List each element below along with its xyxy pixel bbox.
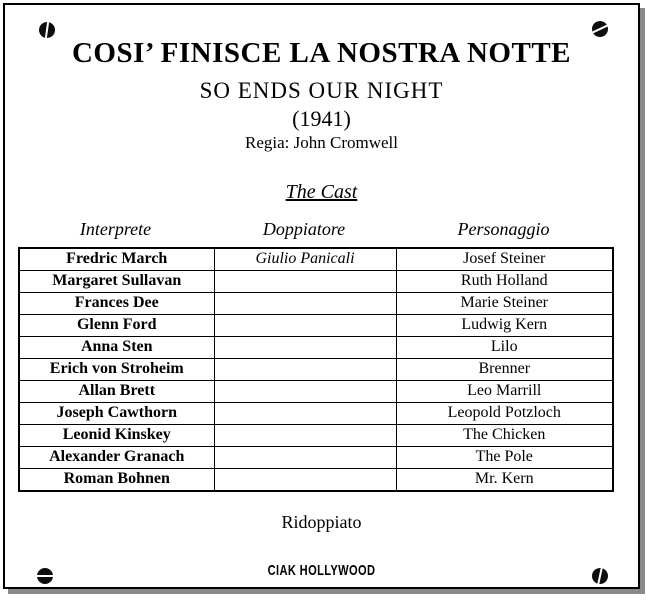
cell-interprete: Joseph Cawthorn — [19, 402, 214, 424]
cell-personaggio: Leopold Potzloch — [396, 402, 613, 424]
screw-slit-icon — [45, 21, 49, 39]
screw-slit-icon — [597, 567, 603, 585]
cell-doppiatore — [214, 468, 396, 491]
cell-personaggio: Lilo — [396, 336, 613, 358]
cell-doppiatore — [214, 314, 396, 336]
director-credit: Regia: John Cromwell — [245, 133, 398, 153]
cell-doppiatore — [214, 292, 396, 314]
cast-section-heading: The Cast — [285, 180, 358, 203]
screw-slit-icon — [591, 24, 608, 33]
cell-personaggio: Josef Steiner — [396, 248, 613, 271]
cell-personaggio: Marie Steiner — [396, 292, 613, 314]
cell-interprete: Fredric March — [19, 248, 214, 271]
cell-personaggio: Mr. Kern — [396, 468, 613, 491]
cell-interprete: Anna Sten — [19, 336, 214, 358]
screw-icon-bottom-right — [591, 567, 610, 586]
ciak-hollywood-logo: CIAK HOLLYWOOD — [267, 562, 376, 580]
cell-doppiatore: Giulio Panicali — [214, 248, 396, 271]
dubbing-card — [3, 3, 640, 589]
cell-interprete: Alexander Granach — [19, 446, 214, 468]
cell-interprete: Leonid Kinskey — [19, 424, 214, 446]
table-row — [19, 292, 613, 314]
cell-personaggio: Ludwig Kern — [396, 314, 613, 336]
screw-icon-top-left — [38, 21, 56, 39]
table-row — [19, 336, 613, 358]
cell-doppiatore — [214, 380, 396, 402]
column-header-interprete: Interprete — [79, 218, 152, 239]
cell-personaggio: The Chicken — [396, 424, 613, 446]
cell-interprete: Allan Brett — [19, 380, 214, 402]
cell-personaggio: The Pole — [396, 446, 613, 468]
cell-interprete: Roman Bohnen — [19, 468, 214, 491]
table-row — [19, 358, 613, 380]
table-row — [19, 314, 613, 336]
cell-doppiatore — [214, 424, 396, 446]
screw-slit-icon — [37, 575, 53, 577]
column-header-personaggio: Personaggio — [457, 218, 550, 239]
cell-doppiatore — [214, 446, 396, 468]
cast-table-column-headers — [18, 219, 612, 241]
ridoppiato-note: Ridoppiato — [281, 511, 362, 532]
table-row — [19, 424, 613, 446]
cell-doppiatore — [214, 336, 396, 358]
screw-icon-top-right — [589, 18, 610, 39]
table-row — [19, 248, 613, 271]
table-row — [19, 446, 613, 468]
film-title-italian: COSI’ FINISCE LA NOSTRA NOTTE — [71, 37, 572, 69]
column-header-doppiatore: Doppiatore — [262, 218, 346, 239]
table-row — [19, 402, 613, 424]
cell-interprete: Glenn Ford — [19, 314, 214, 336]
cell-personaggio: Leo Marrill — [396, 380, 613, 402]
cast-table — [18, 247, 614, 492]
screw-icon-bottom-left — [37, 568, 53, 584]
table-row — [19, 270, 613, 292]
cell-interprete: Erich von Stroheim — [19, 358, 214, 380]
cell-doppiatore — [214, 358, 396, 380]
cell-interprete: Margaret Sullavan — [19, 270, 214, 292]
cell-interprete: Frances Dee — [19, 292, 214, 314]
film-year: (1941) — [292, 106, 351, 132]
film-title-english: SO ENDS OUR NIGHT — [199, 77, 444, 103]
table-row — [19, 380, 613, 402]
cell-personaggio: Ruth Holland — [396, 270, 613, 292]
table-row — [19, 468, 613, 491]
cell-doppiatore — [214, 270, 396, 292]
cell-doppiatore — [214, 402, 396, 424]
cell-personaggio: Brenner — [396, 358, 613, 380]
